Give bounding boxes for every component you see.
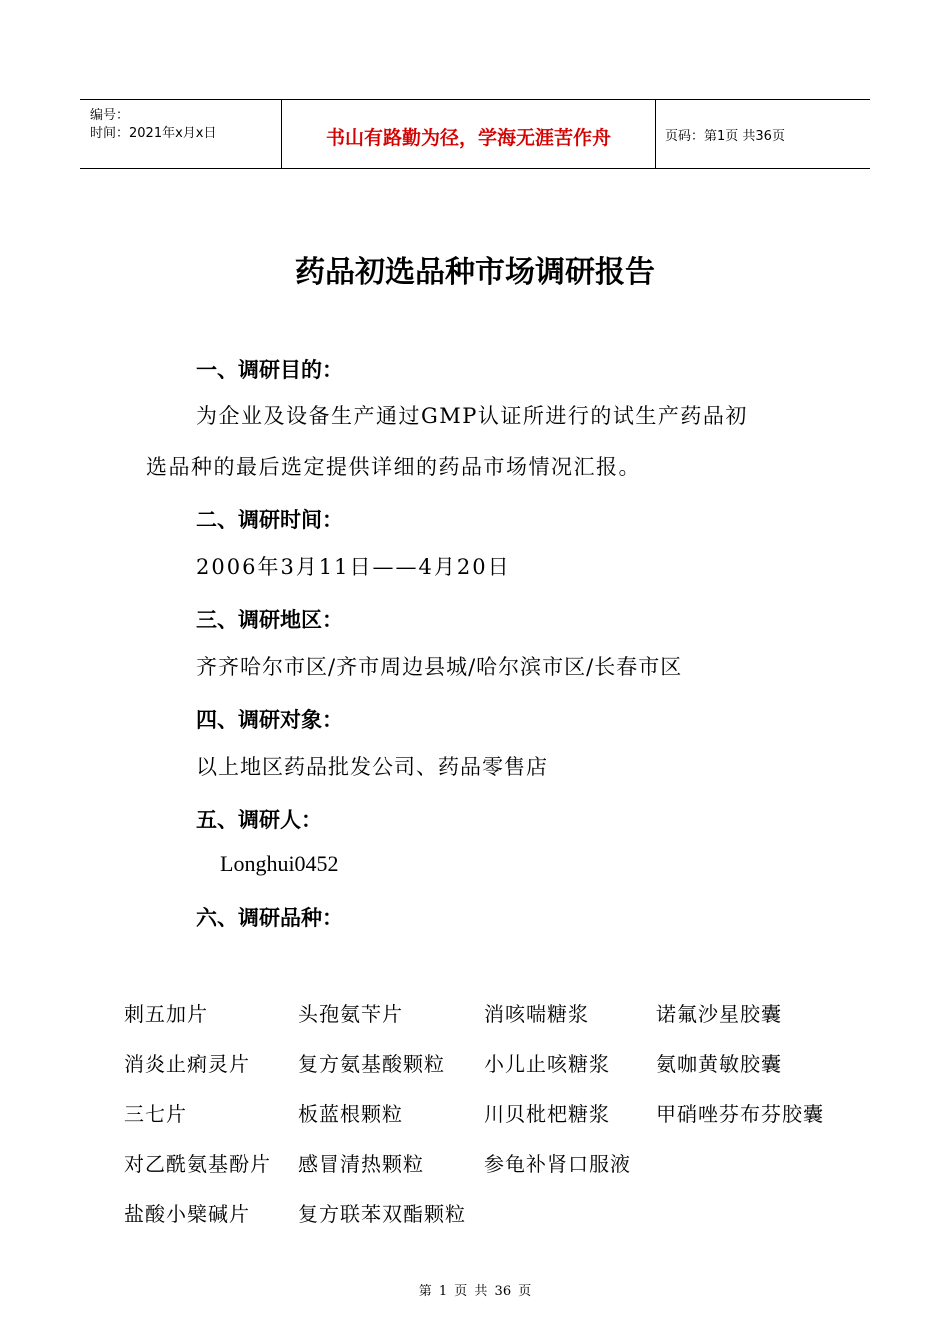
header-motto: 书山有路勤为径，学海无涯苦作舟	[325, 127, 611, 149]
variety-item: 板蓝根颗粒	[298, 1102, 403, 1126]
header-motto-cell	[281, 100, 656, 168]
header-page-cell	[655, 100, 870, 168]
section-heading-time: 二、调研时间：	[196, 508, 343, 532]
variety-item: 参龟补肾口服液	[484, 1152, 631, 1176]
section-heading-target: 四、调研对象：	[196, 708, 343, 732]
variety-item: 对乙酰氨基酚片	[124, 1152, 271, 1176]
variety-item: 刺五加片	[124, 1002, 208, 1026]
purpose-text-line2: 选品种的最后选定提供详细的药品市场情况汇报。	[146, 455, 641, 479]
variety-item: 盐酸小檗碱片	[124, 1202, 250, 1226]
region-text: 齐齐哈尔市区/齐市周边县城/哈尔滨市区/长春市区	[196, 655, 683, 679]
time-text: 2006年3月11日——4月20日	[196, 555, 511, 579]
header-meta-cell	[80, 100, 280, 168]
variety-item: 氨咖黄敏胶囊	[656, 1052, 782, 1076]
variety-item: 复方氨基酸颗粒	[298, 1052, 445, 1076]
purpose-text-line1: 为企业及设备生产通过GMP认证所进行的试生产药品初	[196, 404, 748, 428]
variety-item: 头孢氨苄片	[298, 1002, 403, 1026]
section-heading-varieties: 六、调研品种：	[196, 906, 343, 930]
variety-item: 甲硝唑芬布芬胶囊	[656, 1102, 824, 1126]
variety-item: 消咳喘糖浆	[484, 1002, 589, 1026]
document-header	[80, 99, 870, 169]
researcher-name: Longhui0452	[220, 851, 339, 876]
section-heading-region: 三、调研地区：	[196, 608, 343, 632]
target-text: 以上地区药品批发公司、药品零售店	[196, 755, 548, 779]
variety-item: 三七片	[124, 1102, 187, 1126]
variety-item: 消炎止痢灵片	[124, 1052, 250, 1076]
time-label: 时间：2021年x月x日	[90, 126, 217, 141]
header-page-info: 页码：第1页 共36页	[665, 129, 785, 144]
variety-item: 感冒清热颗粒	[298, 1152, 424, 1176]
section-heading-person: 五、调研人：	[196, 808, 322, 832]
variety-item: 小儿止咳糖浆	[484, 1052, 610, 1076]
page-footer: 第 1 页 共 36 页	[418, 1284, 532, 1299]
document-title: 药品初选品种市场调研报告	[295, 255, 655, 290]
section-heading-purpose: 一、调研目的：	[196, 358, 343, 382]
variety-item: 复方联苯双酯颗粒	[298, 1202, 466, 1226]
variety-item: 川贝枇杷糖浆	[484, 1102, 610, 1126]
variety-item: 诺氟沙星胶囊	[656, 1002, 782, 1026]
number-label: 编号：	[90, 108, 130, 123]
